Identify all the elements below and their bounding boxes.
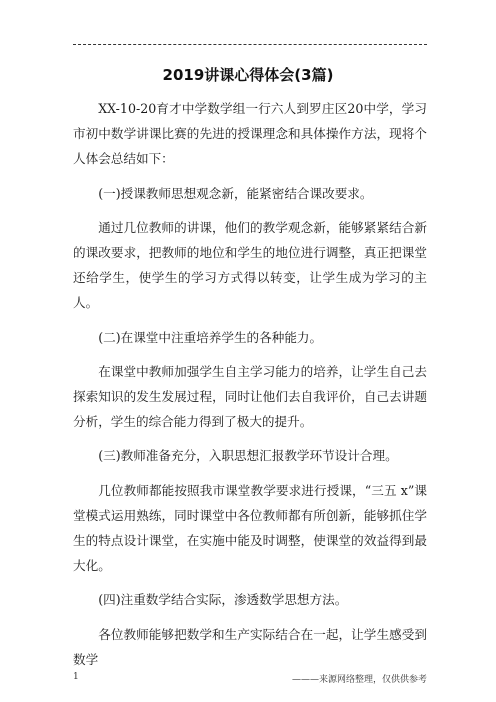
footer-note: ———来源网络整理，仅供供参考 — [291, 675, 427, 685]
paragraph: 在课堂中教师加强学生自主学习能力的培养，让学生自己去探索知识的发生发展过程，同时让他们去自我评价，自己去讲题分析，学生的综合能力得到了极大的提升。 — [73, 363, 427, 430]
document-body — [73, 96, 427, 681]
paragraph: 通过几位教师的讲课，他们的教学观念新，能够紧紧结合新的课改要求，把教师的地位和学生的地位进行调整，真正把课堂还给学生，使学生的学习方式得以转变，让学生成为学习的主人。 — [73, 219, 427, 311]
section-heading: (四)注重数学结合实际，渗透数学思想方法。 — [98, 592, 348, 608]
header-divider — [73, 44, 427, 45]
section-heading: (一)授课教师思想观念新，能紧密结合课改要求。 — [98, 185, 373, 201]
paragraph: XX-10-20育才中学数学组一行六人到罗庄区20中学，学习市初中数学讲课比赛的先进的授课理念和具体操作方法，现将个人体会总结如下： — [73, 101, 427, 167]
section-heading: (三)教师准备充分，入职思想汇报教学环节设计合理。 — [98, 448, 398, 464]
paragraph: 几位教师都能按照我市课堂教学要求进行授课，“三五 x”课堂模式运用熟练，同时课堂中各位教师都有所创新，能够抓住学生的特点设计课堂，在实施中能及时调整，使课堂的效益得到最大化。 — [73, 482, 427, 574]
page-footer — [73, 672, 427, 688]
document-title: 2019讲课心得体会(3篇) — [162, 66, 334, 84]
paragraph: 各位教师能够把数学和生产实际结合在一起，让学生感受到数学 — [73, 626, 427, 667]
page-number: 1 — [73, 672, 79, 682]
section-heading: (二)在课堂中注重培养学生的各种能力。 — [98, 329, 323, 345]
